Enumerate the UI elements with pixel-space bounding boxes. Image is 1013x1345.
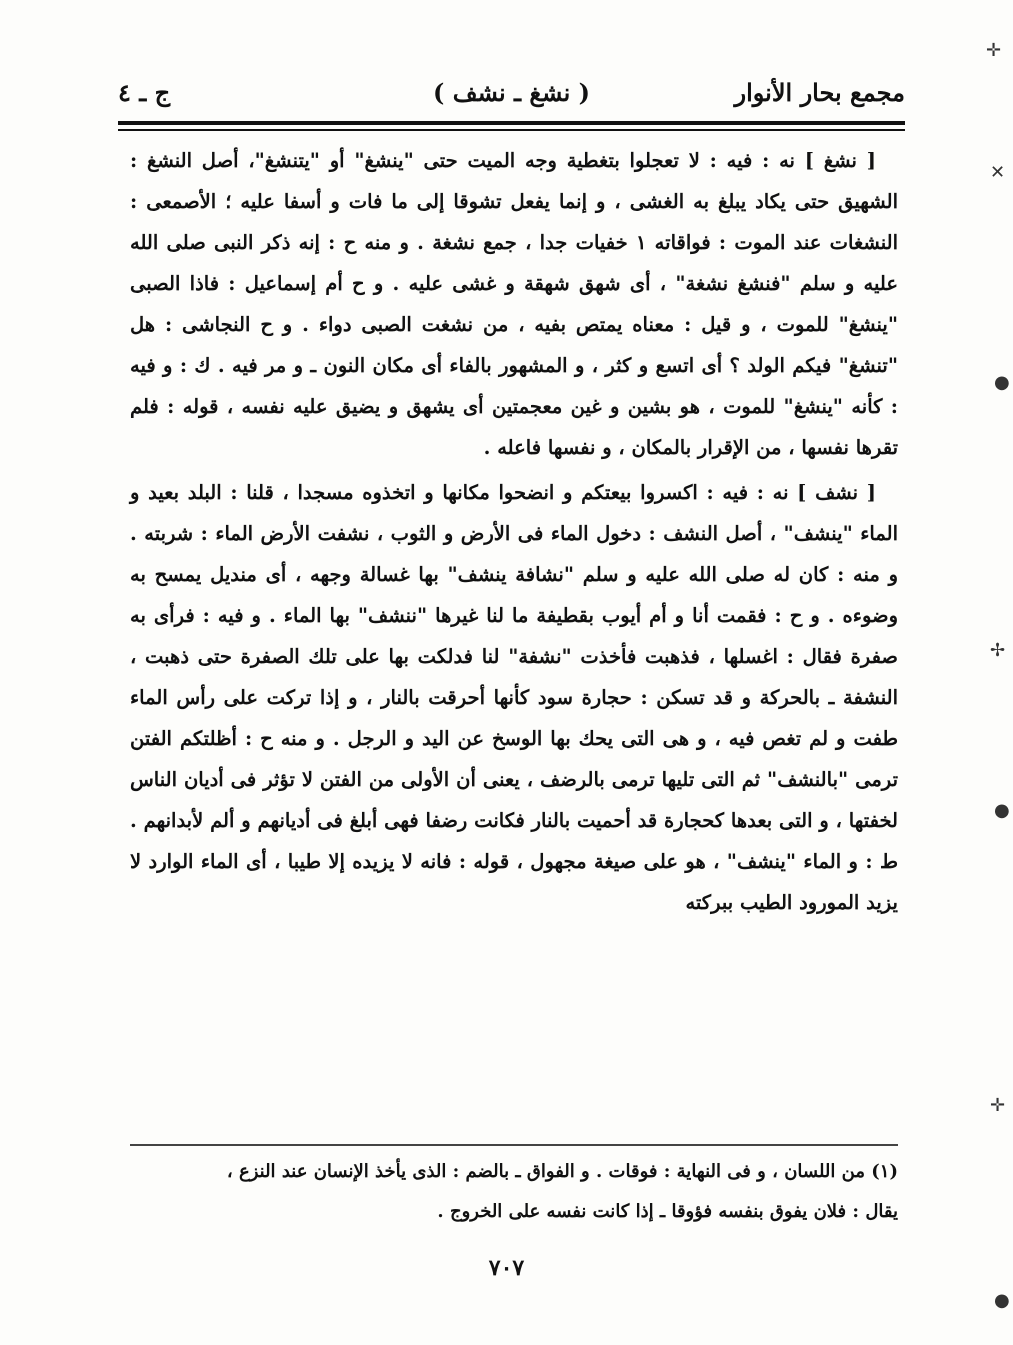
margin-mark: ●	[994, 372, 1010, 393]
main-text	[130, 140, 898, 923]
entry-nashagha: [ نشغ ] نه : فيه : لا تعجلوا بتغطية وجه الميت حتى "ينشغ" أو "يتنشغ"، أصل النشغ : الشهيق حتى يكاد يبلغ به الغشى ، و إنما يفعل تشوقا إلى ما فات و أسفا عليه ؛ الأصمعى : النشغات عند الموت : فواقاته ١ خفيات جدا ، جمع نشغة . و منه ح : إنه ذكر النبى صلى الله عليه و سلم "فنشغ نشغة" ، أى شهق شهقة و غشى عليه . و ح أم إسماعيل : فاذا الصبى "ينشغ" للموت ، و قيل : معناه يمتص بفيه ، من نشغت الصبى دواء . و ح النجاشى : هل "تنشغ" فيكم الولد ؟ أى اتسع و كثر ، و المشهور بالفاء أى مكان النون ـ و مر فيه . ك : و فيه : كأنه "ينشغ" للموت ، هو بشين و غين معجمتين أى يشهق و يضيق عليه نفسه ، قوله : فلم تقرها نفسها ، من الإقرار بالمكان ، و نفسها فاعله .	[130, 149, 899, 459]
header-rule-thick	[118, 121, 905, 125]
margin-mark: ✢	[990, 640, 1006, 661]
margin-mark: ●	[994, 800, 1010, 821]
footnote-line: يقال : فلان يفوق بنفسه فؤوقا ـ إذا كانت نفسه على الخروج .	[437, 1201, 898, 1222]
book-title: مجمع بحار الأنوار	[734, 78, 905, 107]
margin-mark: ✛	[986, 40, 1002, 61]
margin-mark: ✛	[990, 1095, 1006, 1116]
entry-range: ( نشغ ـ نشف )	[433, 78, 590, 107]
volume-label: ج ـ ٤	[118, 78, 171, 107]
margin-mark: ●	[994, 1290, 1010, 1311]
margin-mark: ✕	[990, 162, 1006, 183]
running-header	[118, 70, 905, 118]
page-number: ٧٠٧	[488, 1255, 525, 1281]
footnote-line: (١) من اللسان ، و فى النهاية : فوقات . و الفواق ـ بالضم : الذى يأخذ الإنسان عند النزع ،	[226, 1161, 898, 1182]
footnote-rule	[130, 1144, 898, 1146]
entry-nashafa: [ نشف ] نه : فيه : اكسروا بيعتكم و انضحوا مكانها و اتخذوه مسجدا ، قلنا : البلد بعيد و الماء "ينشف" ، أصل النشف : دخول الماء فى الأرض و الثوب ، نشفت الأرض الماء : شربته . و منه : كان له صلى الله عليه و سلم "نشافة ينشف" بها غسالة وجهه ، أى منديل يمسح به وضوءه . و ح : فقمت أنا و أم أيوب بقطيفة ما لنا غيرها "ننشف" بها الماء . و فيه : فرأى به صفرة فقال : اغسلها ، فذهبت فأخذت "نشفة" لنا فدلكت بها على تلك الصفرة حتى ذهبت ، النشفة ـ بالحركة و قد تسكن : حجارة سود كأنها أحرقت بالنار ، و إذا تركت على رأس الماء طفت و لم تغص فيه ، و هى التى يحك بها الوسخ عن اليد و الرجل . و منه ح : أظلتكم الفتن ترمى "بالنشف" ثم التى تليها ترمى بالرضف ، يعنى أن الأولى من الفتن لا تؤثر فى أديان الناس لخفتها ، و التى بعدها كحجارة قد أحميت بالنار فكانت رضفا فهى أبلغ فى أديانهم و ألم لأبدانهم . ط : و الماء "ينشف" ، هو على صيغة مجهول ، قوله : فانه لا يزيده إلا طيبا ، أى الماء الوارد لا يزيد المورود الطيب ببركته	[130, 481, 898, 914]
header-rule-thin	[118, 129, 905, 131]
footnotes	[130, 1152, 898, 1232]
